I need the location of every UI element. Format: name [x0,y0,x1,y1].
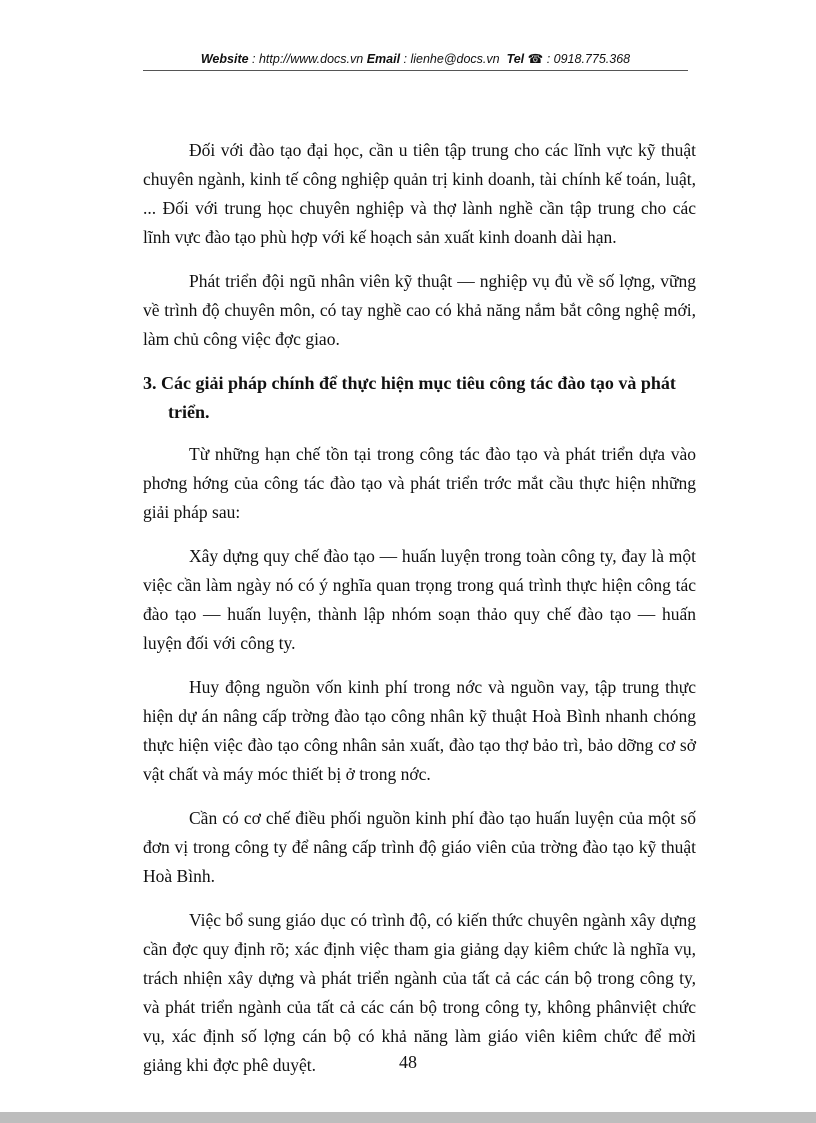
section-title: Các giải pháp chính để thực hiện mục tiêu công tác đào tạo và phát triển. [161,373,676,422]
email-label: Email [366,52,401,66]
paragraph: Từ những hạn chế tồn tại trong công tác đào tạo và phát triển dựa vào phơng hớng của công tác đào tạo và phát triển trớc mắt cầu thực hiện những giải pháp sau: [143,444,696,522]
email-separator: : [400,52,411,66]
section-number: 3. [143,373,157,393]
paragraph: Đối với đào tạo đại học, cần u tiên tập trung cho các lĩnh vực kỹ thuật chuyên ngành, kinh tế công nghiệp quản trị kinh doanh, tài chính kế toán, luật, ... Đối với trung học chuyên nghiệp và thợ lành nghề cần tập trung cho các lĩnh vực đào tạo phù hợp với kế hoạch sản xuất kinh doanh dài hạn. [143,140,696,247]
section-heading [143,369,696,427]
page-number: 48 [399,1052,417,1072]
tel-separator: : [543,52,554,66]
paragraph: Xây dựng quy chế đào tạo — huấn luyện trong toàn công ty, đay là một việc cần làm ngày nó có ý nghĩa quan trọng trong quá trình thực hiện công tác đào tạo — huấn luyện, thành lập nhóm soạn thảo quy chế đào tạo — huấn luyện đối với công ty. [143,546,696,653]
website-link[interactable]: http://www.docs.vn [258,52,364,66]
tel-label: Tel [506,52,525,66]
paragraph: Cần có cơ chế điều phối nguồn kinh phí đào tạo huấn luyện của một số đơn vị trong công ty để nâng cấp trình độ giáo viên của trờng đào tạo kỹ thuật Hoà Bình. [143,808,696,886]
paragraph: Huy động nguồn vốn kinh phí trong nớc và nguồn vay, tập trung thực hiện dự án nâng cấp trờng đào tạo công nhân kỹ thuật Hoà Bình nhanh chóng thực hiện việc đào tạo công nhân sản xuất, đào tạo thợ bảo trì, bảo dỡng cơ sở vật chất và máy móc thiết bị ở trong nớc. [143,677,696,784]
paragraph: Phát triển đội ngũ nhân viên kỹ thuật — nghiệp vụ đủ về số lợng, vững về trình độ chuyên môn, có tay nghề cao có khả năng nắm bắt công nghệ mới, làm chủ công việc đợc giao. [143,271,696,349]
page-header [143,50,688,68]
phone-icon: ☎ [527,52,544,66]
page-bottom-border [0,1112,816,1123]
header-divider [143,70,688,71]
website-separator: : [248,52,259,66]
paragraph: Việc bổ sung giáo dục có trình độ, có kiến thức chuyên ngành xây dựng cần đợc quy định rõ; xác định việc tham gia giảng dạy kiêm chức là nghĩa vụ, trách nhiện xây dựng và phát triển ngành của tất cả các cán bộ trong công ty, và phát triển ngành của tất cả các cán bộ trong công ty, không phânviệt chức vụ, xác định số lợng cán bộ có khả năng làm giáo viên kiêm chức để mời giảng khi đợc phê duyệt. [143,910,696,1075]
website-label: Website [200,52,249,66]
tel-value: 0918.775.368 [553,52,631,66]
email-link[interactable]: lienhe@docs.vn [410,52,500,66]
document-body [143,136,696,1095]
